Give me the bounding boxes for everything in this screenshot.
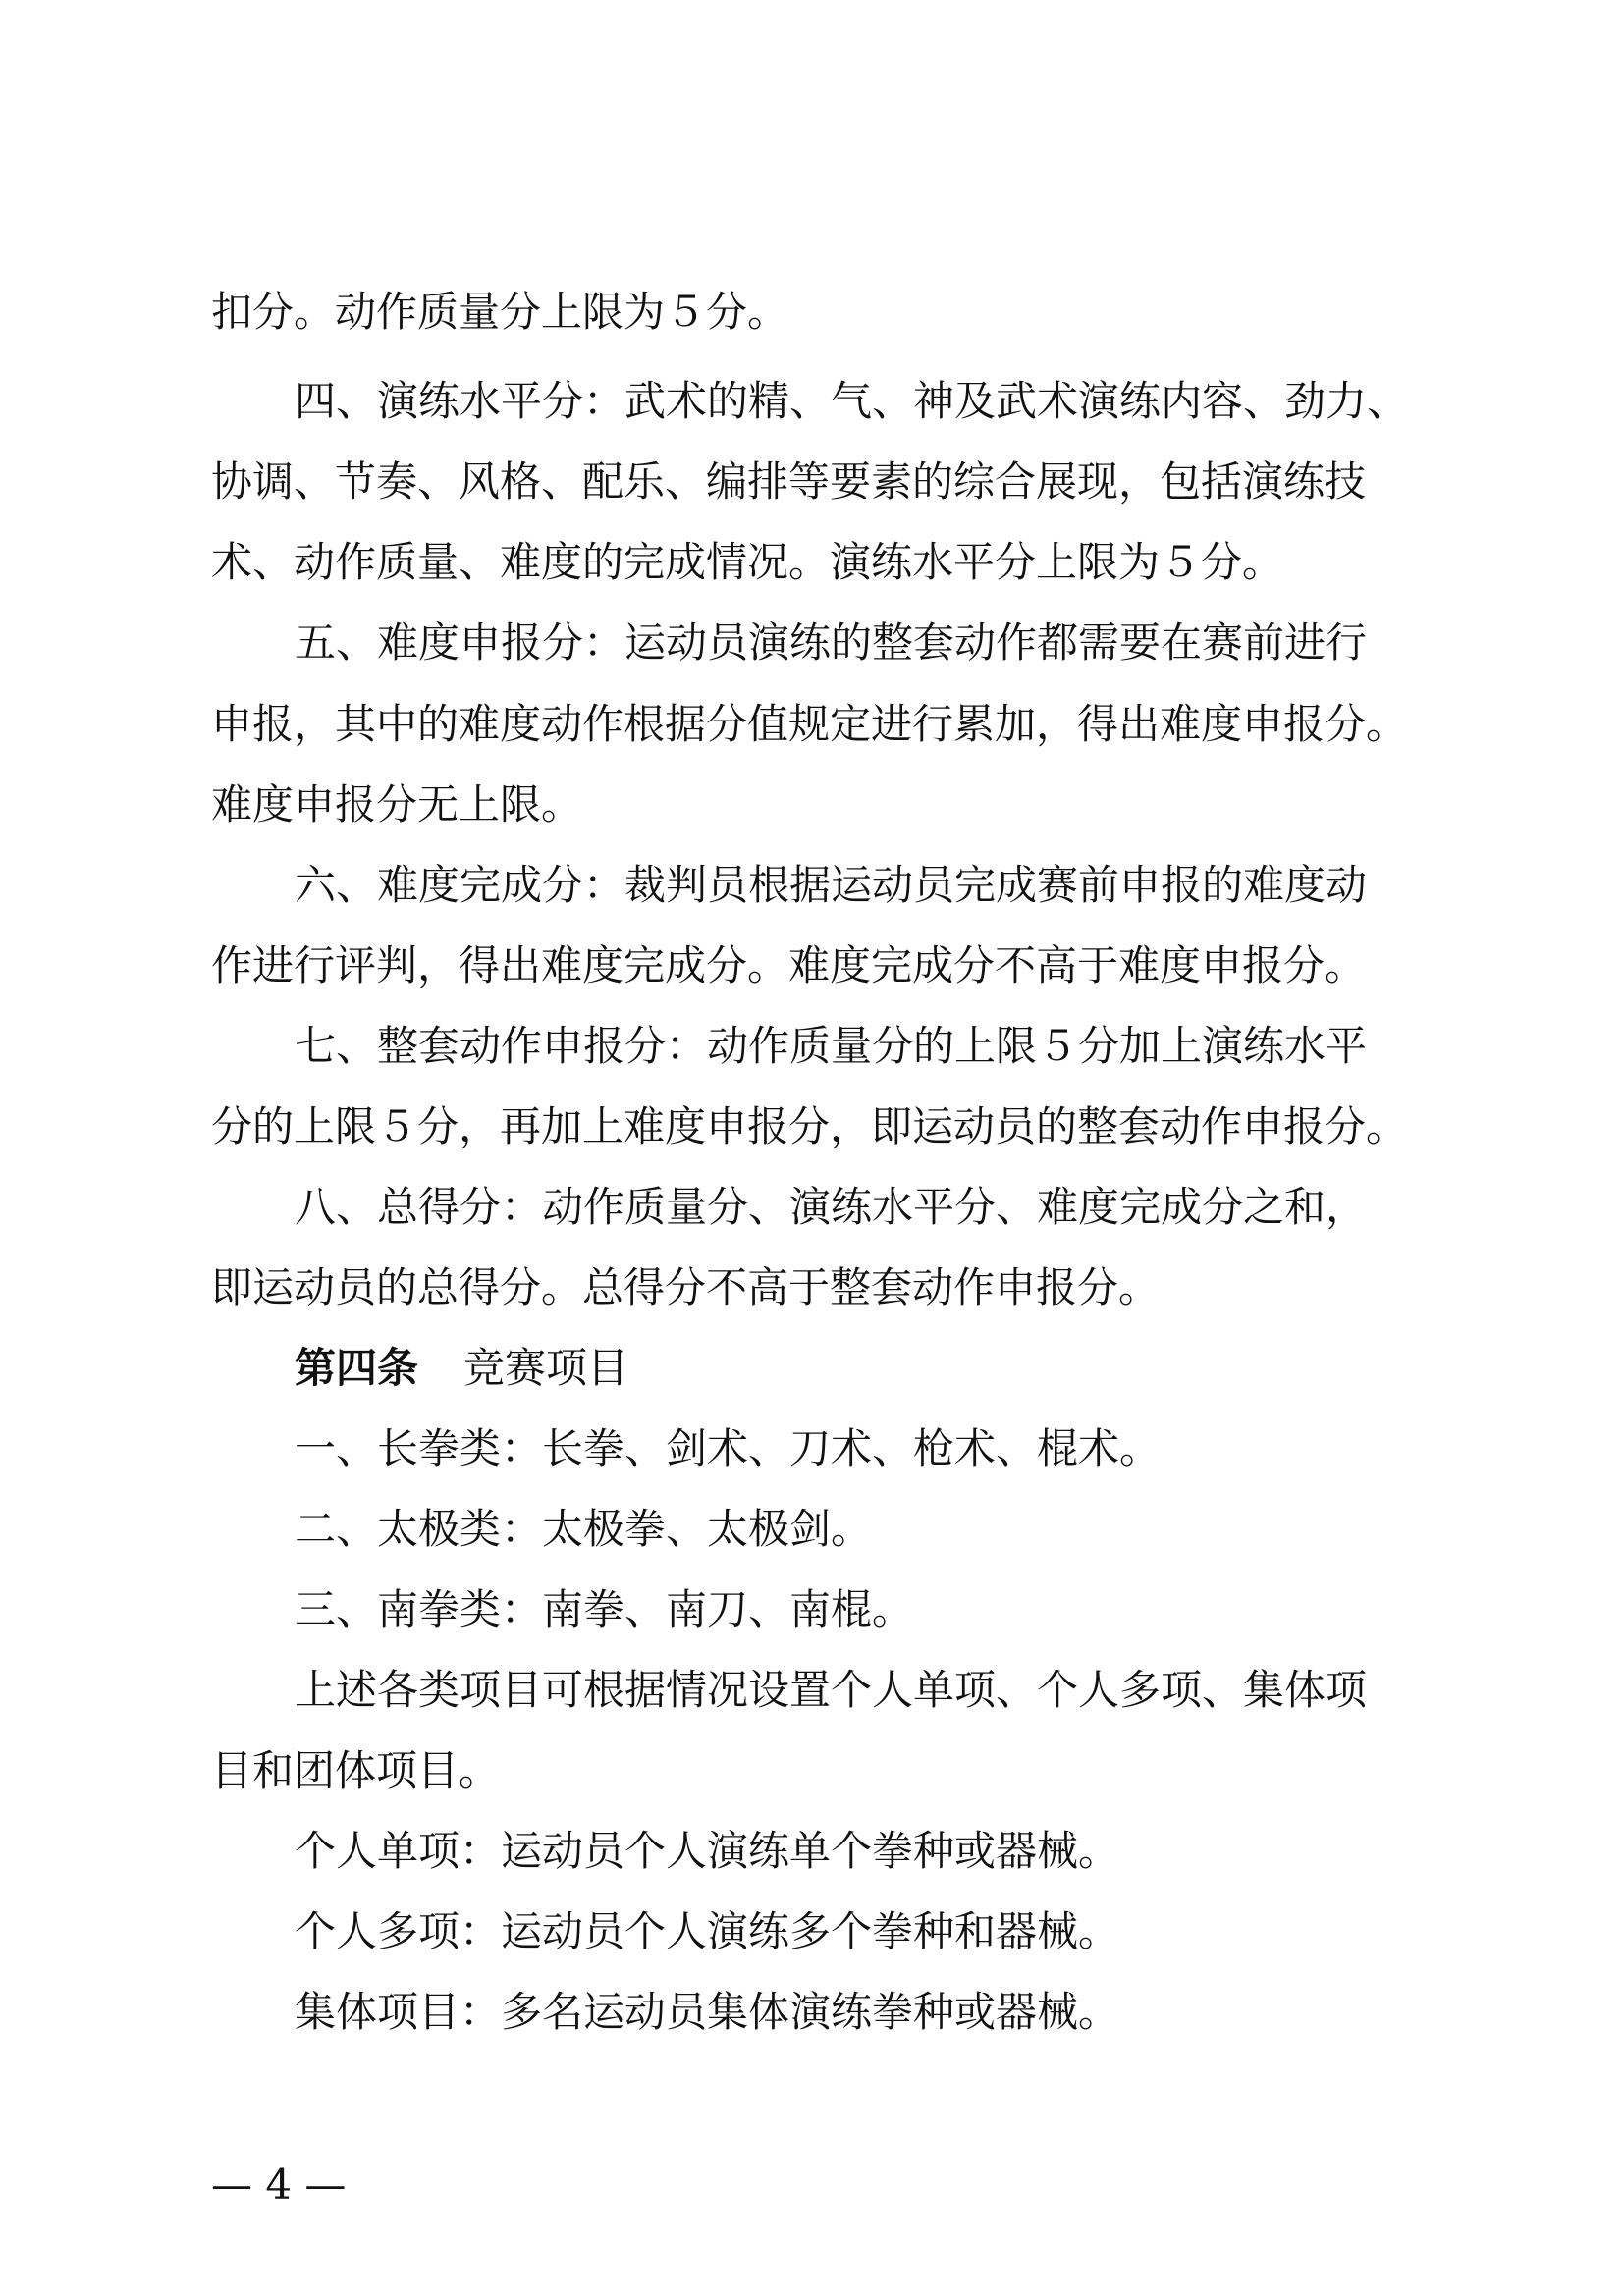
text-line: 目和团体项目。 bbox=[211, 1746, 501, 1794]
text-line: 作进行评判，得出难度完成分。难度完成分不高于难度申报分。 bbox=[211, 941, 1367, 989]
text-line: 五、难度申报分：运动员演练的整套动作都需要在赛前进行 bbox=[295, 618, 1368, 667]
text-line: 即运动员的总得分。总得分不高于整套动作申报分。 bbox=[211, 1263, 1161, 1311]
text-line: 六、难度完成分：裁判员根据运动员完成赛前申报的难度动 bbox=[295, 861, 1368, 909]
list-item: 个人多项：运动员个人演练多个拳种和器械。 bbox=[295, 1907, 1120, 1955]
page-number: — 4 — bbox=[211, 2161, 347, 2209]
article-title: 竞赛项目 bbox=[463, 1344, 629, 1392]
text-line: 术、动作质量、难度的完成情况。演练水平分上限为５分。 bbox=[211, 538, 1284, 586]
text-line: 四、演练水平分：武术的精、气、神及武术演练内容、劲力、 bbox=[295, 377, 1409, 425]
article-heading bbox=[295, 1333, 1429, 1404]
list-item: 个人单项：运动员个人演练单个拳种或器械。 bbox=[295, 1827, 1120, 1875]
text-line: 分的上限５分，再加上难度申报分，即运动员的整套动作申报分。 bbox=[211, 1102, 1408, 1150]
list-item: 二、太极类：太极拳、太极剑。 bbox=[295, 1505, 873, 1553]
text-line: 难度申报分无上限。 bbox=[211, 780, 583, 828]
text-line: 扣分。动作质量分上限为５分。 bbox=[211, 288, 789, 336]
text-line: 申报，其中的难度动作根据分值规定进行累加，得出难度申报分。 bbox=[211, 700, 1408, 748]
list-item: 一、长拳类：长拳、剑术、刀术、枪术、棍术。 bbox=[295, 1424, 1162, 1472]
article-label: 第四条 bbox=[295, 1344, 419, 1392]
text-line: 八、总得分：动作质量分、演练水平分、难度完成分之和， bbox=[295, 1183, 1368, 1231]
list-item: 集体项目：多名运动员集体演练拳种或器械。 bbox=[295, 1988, 1120, 2036]
text-line: 协调、节奏、风格、配乐、编排等要素的综合展现，包括演练技 bbox=[211, 457, 1367, 506]
list-item: 三、南拳类：南拳、南刀、南棍。 bbox=[295, 1585, 914, 1633]
text-line: 上述各类项目可根据情况设置个人单项、个人多项、集体项 bbox=[295, 1666, 1368, 1714]
text-line: 七、整套动作申报分：动作质量分的上限５分加上演练水平 bbox=[295, 1022, 1368, 1070]
